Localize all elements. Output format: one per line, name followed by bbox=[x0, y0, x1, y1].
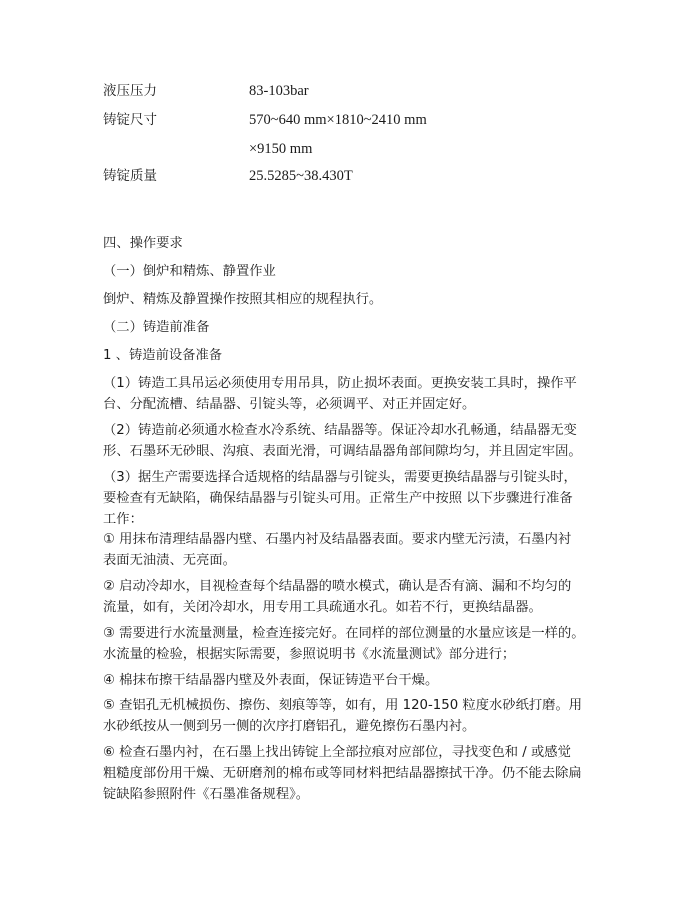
subheading-2 bbox=[103, 317, 603, 338]
paragraph-line: 工作： bbox=[103, 512, 143, 527]
paragraph-2 bbox=[103, 420, 603, 462]
paragraph-line: （3）据生产需要选择合适规格的结晶器与引锭头，需要更换结晶器与引锭头时， bbox=[103, 470, 577, 485]
step-6 bbox=[103, 742, 603, 805]
paragraph-line: ③ 需要进行水流量测量，检查连接完好。在同样的部位测量的水量应该是一样的。 bbox=[103, 626, 585, 641]
paragraph-line: ① 用抹布清理结晶器内壁、石墨内衬及结晶器表面。要求内壁无污渍，石墨内衬 bbox=[103, 532, 572, 547]
paragraph-line: 锭缺陷参照附件《石墨准备规程》。 bbox=[103, 787, 310, 802]
paragraph-line: 要检查有无缺陷，确保结晶器与引锭头可用。正常生产中按照 以下步骤进行准备 bbox=[103, 491, 573, 506]
paragraph-line: ⑤ 查铝孔无机械损伤、擦伤、刻痕等等，如有，用 120-150 粒度水砂纸打磨。用 bbox=[103, 698, 583, 713]
spec-value: 83-103bar bbox=[249, 83, 309, 99]
paragraph-line: 粗糙度部份用干燥、无研磨剂的棉布或等同材料把结晶器擦拭干净。仍不能去除扁 bbox=[103, 766, 582, 781]
paragraph-line: 水砂纸按从一侧到另一侧的次序打磨铝孔，避免擦伤石墨内衬。 bbox=[103, 719, 476, 734]
heading-text: （一）倒炉和精炼、静置作业 bbox=[103, 264, 276, 279]
spec-label: 铸锭尺寸 bbox=[103, 112, 157, 128]
paragraph-line: 水流量的检验，根据实际需要，参照说明书《水流量测试》部分进行； bbox=[103, 647, 516, 662]
subheading-1-body bbox=[103, 289, 603, 310]
paragraph-line: 台、分配流槽、结晶器、引锭头等，必须调平、对正并固定好。 bbox=[103, 397, 476, 412]
step-4 bbox=[103, 670, 603, 691]
item-1-heading bbox=[103, 345, 603, 366]
spec-value: 25.5285~38.430T bbox=[249, 168, 353, 184]
paragraph-line: 形、石墨环无砂眼、沟痕、表面光滑，可调结晶器角部间隙均匀，并且固定牢固。 bbox=[103, 444, 582, 459]
spec-value: ×9150 mm bbox=[249, 141, 313, 157]
spec-label: 液压压力 bbox=[103, 83, 157, 99]
paragraph-3 bbox=[103, 467, 603, 530]
spec-label: 铸锭质量 bbox=[103, 168, 157, 184]
paragraph-line: 表面无油渍、无亮面。 bbox=[103, 553, 236, 568]
step-1 bbox=[103, 529, 603, 571]
heading-text: 1 、铸造前设备准备 bbox=[103, 348, 223, 363]
step-3 bbox=[103, 623, 603, 665]
paragraph-line: （1）铸造工具吊运必须使用专用吊具，防止损坏表面。更换安装工具时，操作平 bbox=[103, 376, 577, 391]
body-text: 倒炉、精炼及静置操作按照其相应的规程执行。 bbox=[103, 292, 383, 307]
paragraph-line: （2）铸造前必须通水检查水冷系统、结晶器等。保证冷却水孔畅通，结晶器无变 bbox=[103, 423, 577, 438]
paragraph-line: 流量，如有，关闭冷却水，用专用工具疏通水孔。如若不行，更换结晶器。 bbox=[103, 600, 542, 615]
paragraph-line: ⑥ 检查石墨内衬，在石墨上找出铸锭上全部拉痕对应部位，寻找变色和 / 或感觉 bbox=[103, 745, 571, 760]
subheading-1 bbox=[103, 261, 603, 282]
spec-value: 570~640 mm×1810~2410 mm bbox=[249, 112, 427, 128]
heading-text: 四、操作要求 bbox=[103, 236, 183, 251]
section-heading bbox=[103, 233, 603, 254]
step-5 bbox=[103, 695, 603, 737]
paragraph-1 bbox=[103, 373, 603, 415]
paragraph-line: ② 启动冷却水，目视检查每个结晶器的喷水模式，确认是否有滴、漏和不均匀的 bbox=[103, 579, 572, 594]
heading-text: （二）铸造前准备 bbox=[103, 320, 210, 335]
paragraph-line: ④ 棉抹布擦干结晶器内壁及外表面，保证铸造平台干燥。 bbox=[103, 673, 439, 688]
step-2 bbox=[103, 576, 603, 618]
